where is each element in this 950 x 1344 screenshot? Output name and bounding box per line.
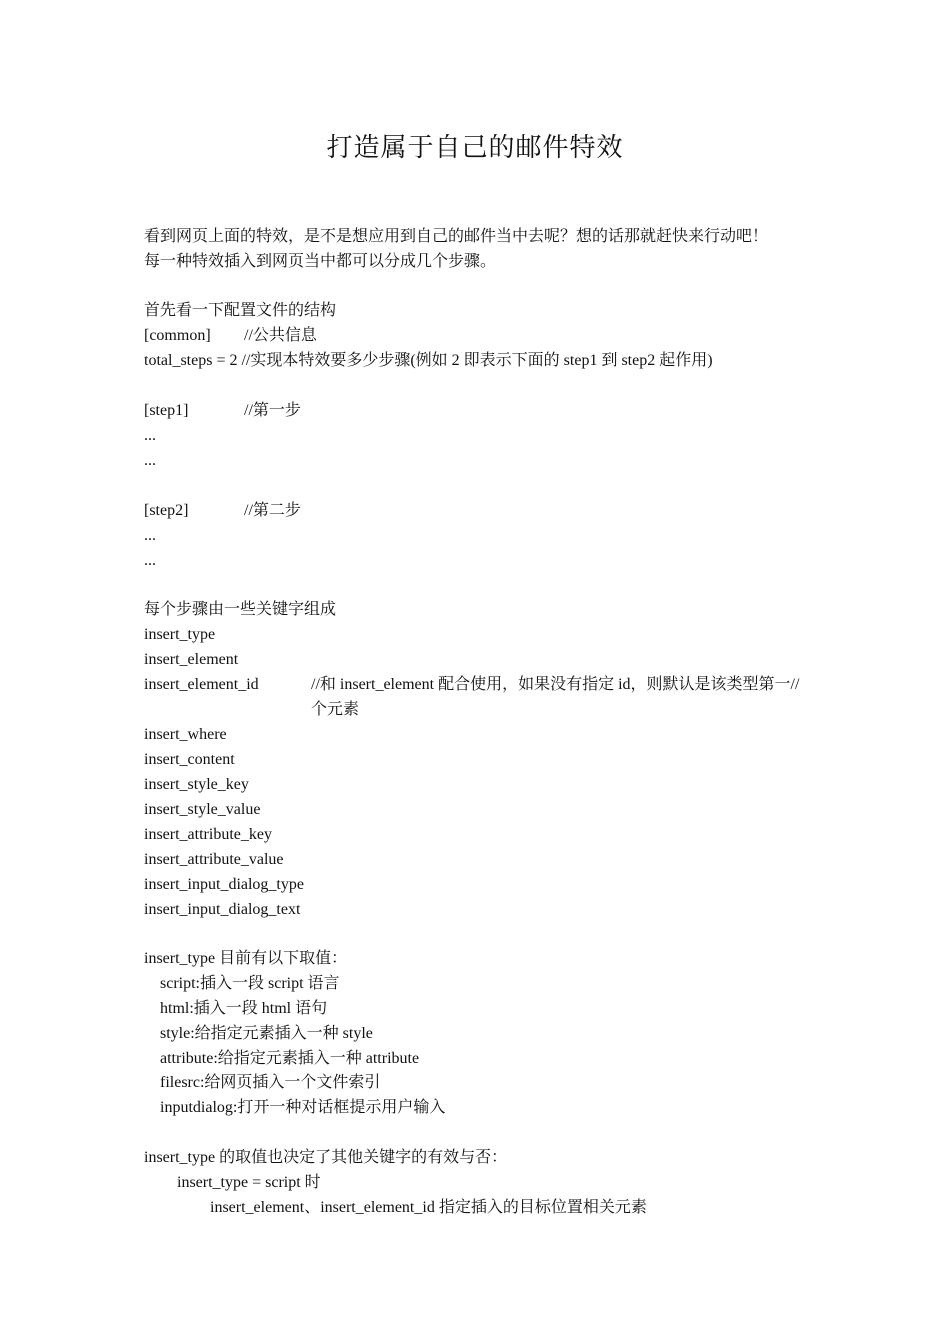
- insert-type-effects-heading: insert_type 的取值也决定了其他关键字的有效与否：: [144, 1149, 508, 1166]
- insert-type-value-filesrc: filesrc:给网页插入一个文件索引: [160, 1074, 381, 1091]
- config-total-steps: total_steps = 2 //实现本特效要多少步骤(例如 2 即表示下面的 step1 到 step2 起作用): [144, 352, 713, 369]
- insert-type-value-script: script:插入一段 script 语言: [160, 975, 340, 992]
- config-step2-key: [step2]: [144, 502, 189, 519]
- insert-type-value-style: style:给指定元素插入一种 style: [160, 1025, 373, 1042]
- config-common-key: [common]: [144, 327, 211, 344]
- keyword-insert-where: insert_where: [144, 726, 227, 743]
- keyword-insert-attribute-value: insert_attribute_value: [144, 851, 284, 868]
- keyword-insert-style-value: insert_style_value: [144, 801, 261, 818]
- config-step2-comment: //第二步: [244, 502, 301, 519]
- keyword-insert-input-dialog-type: insert_input_dialog_type: [144, 876, 304, 893]
- intro-line-1: 看到网页上面的特效，是不是想应用到自己的邮件当中去呢？想的话那就赶快来行动吧！: [144, 228, 769, 245]
- document-title: 打造属于自己的邮件特效: [326, 133, 624, 162]
- config-step2-ellipsis-1: ...: [144, 527, 156, 544]
- config-common-comment: //公共信息: [244, 327, 317, 344]
- config-step1-ellipsis-1: ...: [144, 427, 156, 444]
- insert-type-value-attribute: attribute:给指定元素插入一种 attribute: [160, 1050, 420, 1067]
- keyword-insert-attribute-key: insert_attribute_key: [144, 826, 272, 843]
- keyword-insert-element-id-note-2: 个元素: [311, 701, 360, 718]
- keyword-insert-element-id: insert_element_id: [144, 676, 259, 693]
- keywords-heading: 每个步骤由一些关键字组成: [144, 601, 337, 618]
- config-step1-key: [step1]: [144, 402, 189, 419]
- config-step2-ellipsis-2: ...: [144, 552, 156, 569]
- keyword-insert-input-dialog-text: insert_input_dialog_text: [144, 901, 301, 918]
- insert-type-value-html: html:插入一段 html 语句: [160, 1000, 328, 1017]
- config-step1-ellipsis-2: ...: [144, 452, 156, 469]
- keyword-insert-element-id-note-1: //和 insert_element 配合使用，如果没有指定 id，则默认是该类型第一//: [311, 676, 800, 693]
- config-heading: 首先看一下配置文件的结构: [144, 302, 337, 319]
- keyword-insert-type: insert_type: [144, 626, 216, 643]
- insert-type-value-inputdialog: inputdialog:打开一种对话框提示用户输入: [160, 1099, 446, 1116]
- keyword-insert-content: insert_content: [144, 751, 235, 768]
- keyword-insert-style-key: insert_style_key: [144, 776, 249, 793]
- keyword-insert-element: insert_element: [144, 651, 239, 668]
- insert-type-case-script-detail: insert_element、insert_element_id 指定插入的目标位置相关元素: [210, 1199, 647, 1216]
- insert-type-case-script: insert_type = script 时: [177, 1174, 321, 1191]
- insert-type-values-heading: insert_type 目前有以下取值：: [144, 950, 348, 967]
- intro-line-2: 每一种特效插入到网页当中都可以分成几个步骤。: [144, 253, 497, 270]
- config-step1-comment: //第一步: [244, 402, 301, 419]
